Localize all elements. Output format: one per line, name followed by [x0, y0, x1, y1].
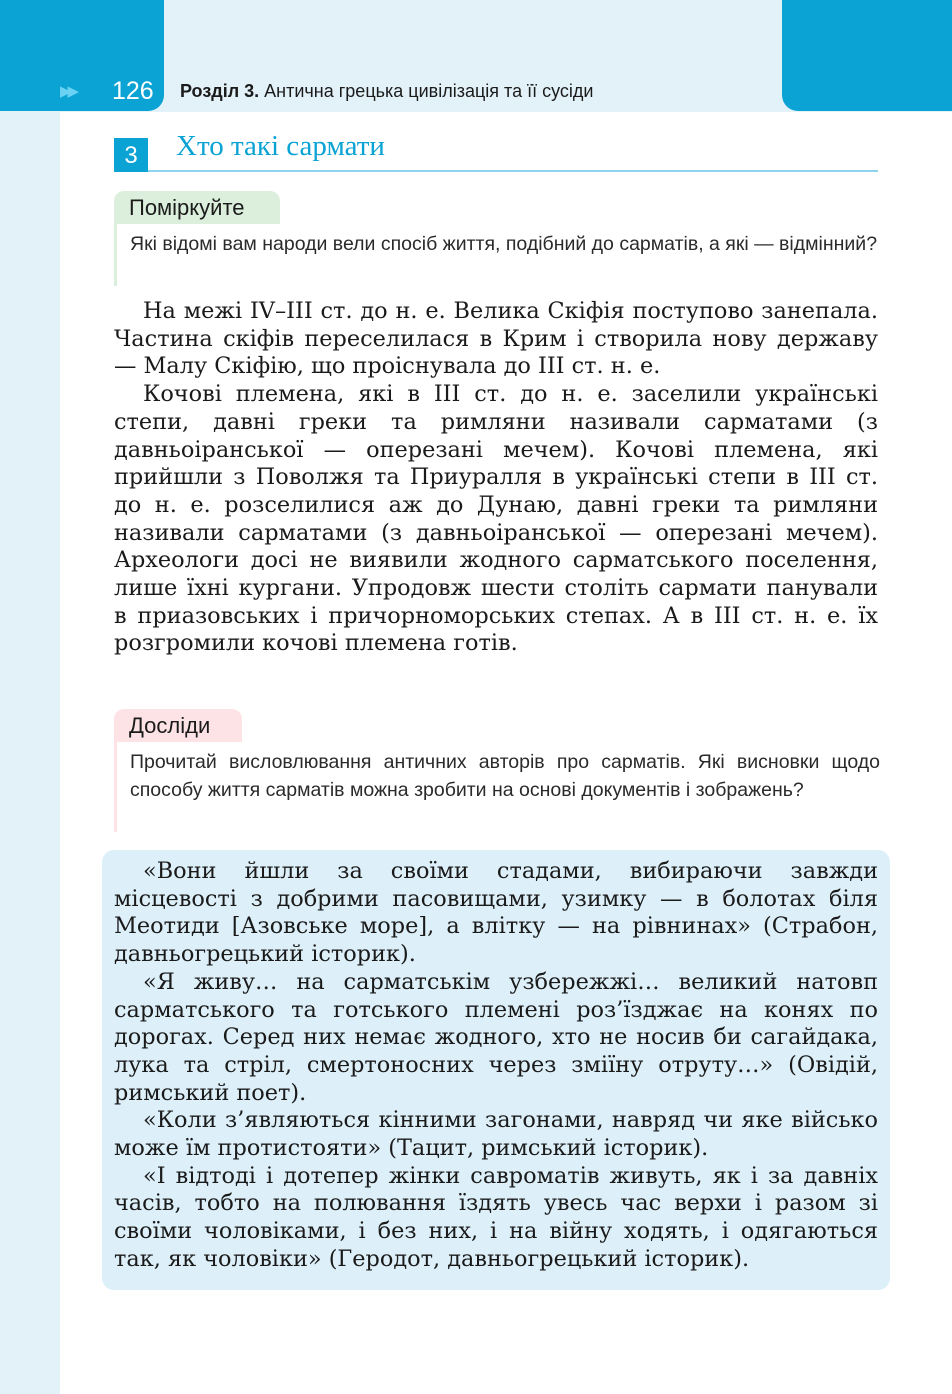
- section-title: Хто такі сармати: [176, 130, 385, 162]
- chapter-title: Антична грецька цивілізація та її сусіди: [264, 81, 594, 101]
- main-text: [114, 298, 878, 658]
- quote: «Коли з’являються кінними загонами, навряд чи яке військо може їм протистояти» (Тацит, римський історик).: [114, 1107, 878, 1162]
- paragraph: На межі IV–III ст. до н. е. Велика Скіфія поступово занепала. Частина скіфів переселилася в Крим і створила нову державу — Малу Скіфію, що проіснувала до III ст. н. е.: [114, 298, 878, 380]
- chapter-label: Розділ 3.: [180, 81, 260, 101]
- quote-text: [114, 858, 878, 1274]
- think-box-text: Які відомі вам народи вели спосіб життя, подібний до сарматів, а які — відмінний?: [130, 233, 878, 255]
- think-box-border: [114, 224, 117, 286]
- double-arrow-icon: ▶▶: [60, 82, 76, 100]
- left-margin-strip: [0, 0, 60, 1394]
- header-tab-right: [782, 0, 952, 111]
- section-title-rule: [148, 170, 878, 172]
- research-box-border: [114, 742, 117, 832]
- research-box-label: Досліди: [114, 709, 242, 742]
- running-header: [180, 81, 593, 102]
- section-number-badge: 3: [114, 138, 148, 172]
- quote: «І відтоді і дотепер жінки савроматів живуть, як і за давніх часів, тобто на полювання їздять увесь час верхи і разом зі своїми чоловіками, і без них, і на війну ходять, і одягаються так, як чоловіки» (Геродот, давньогрецький історик).: [114, 1162, 878, 1272]
- research-box-text: Прочитай висловлювання античних авторів про сарматів. Які висновки щодо способу життя сарматів можна зробити на основі документів і зображень?: [130, 751, 880, 801]
- think-box-label: Поміркуйте: [114, 191, 280, 224]
- quote: «Я живу… на сарматськім узбережжі… великий натовп сарматського та готського племені роз’їзджає на конях по дорогах. Серед них немає жодного, хто не носив би сагайдака, лука та стріл, смертоносних через зміїну отруту…» (Овідій, римський поет).: [114, 968, 878, 1106]
- paragraph: Кочові племена, які в III ст. до н. е. заселили українські степи, давні греки та римляни називали сарматами (з давньоіранської — оперезані мечем). Кочові племена, які прийшли з Поволжя та Приуралля в українські степи в III ст. до н. е. розселилися аж до Дунаю, давні греки та римляни називали сарматами (з давньоіранської — оперезані мечем). Археологи досі не виявили жодного сарматського поселення, лише їхні кургани. Упродовж шести століть сармати панували в приазовських і причорноморських степах. А в III ст. н. е. їх розгромили кочові племена готів.: [114, 381, 878, 657]
- quote: «Вони йшли за своїми стадами, вибираючи завжди місцевості з добрими пасовищами, узимку — в болотах біля Меотиди [Азовське море], а влітку — на рівнинах» (Страбон, давньогрецький історик).: [114, 858, 878, 968]
- page-number: 126: [112, 77, 154, 105]
